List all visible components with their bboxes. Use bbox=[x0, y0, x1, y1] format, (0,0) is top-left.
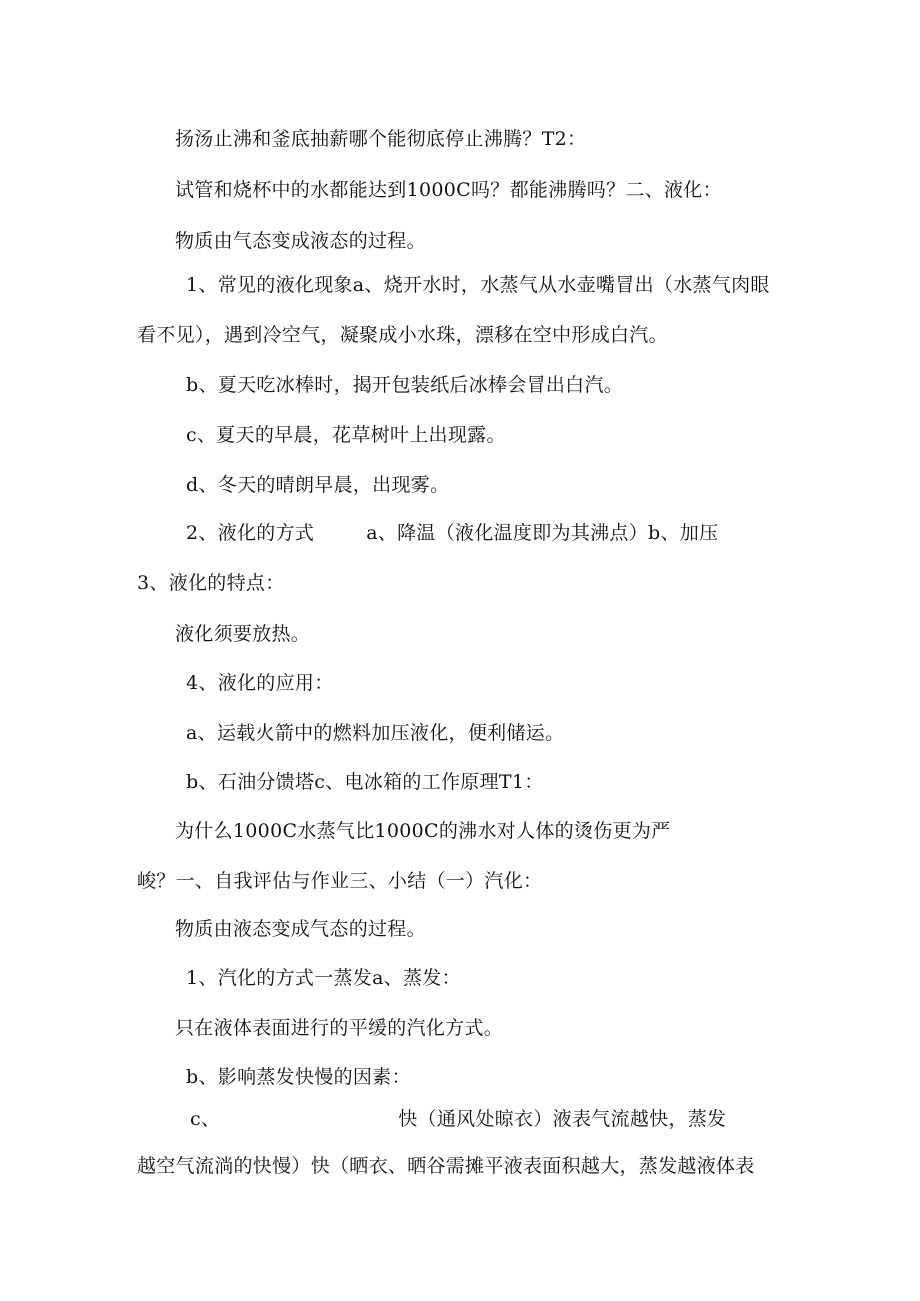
text-line-13: a、运载火箭中的燃料加压液化，便利储运。 bbox=[186, 722, 565, 744]
text-line-16: 峻？一、自我评估与作业三、小结（一）汽化： bbox=[137, 870, 543, 892]
text-line-15: 为什么1000C水蒸气比1000C的沸水对人体的烫伤更为严 bbox=[175, 820, 671, 842]
text-line-20: b、影响蒸发快慢的因素： bbox=[186, 1066, 411, 1088]
text-line-19: 只在液体表面进行的平缓的汽化方式。 bbox=[175, 1017, 504, 1039]
text-line-9-left: 2、液化的方式 bbox=[186, 522, 315, 544]
text-line-2: 试管和烧杯中的水都能达到1000C吗？都能沸腾吗？二、液化： bbox=[175, 179, 722, 201]
text-line-22: 越空气流淌的快慢）快（晒衣、晒谷需摊平液表面积越大，蒸发越液体表 bbox=[137, 1155, 755, 1177]
text-line-21-left: c、 bbox=[190, 1108, 221, 1130]
text-line-7: c、夏天的早晨，花草树叶上出现露。 bbox=[186, 424, 506, 446]
text-line-6: b、夏天吃冰棒时，揭开包装纸后冰棒会冒出白汽。 bbox=[186, 374, 624, 396]
text-line-18: 1、汽化的方式一蒸发a、蒸发： bbox=[186, 967, 461, 989]
text-line-12: 4、液化的应用： bbox=[186, 672, 334, 694]
text-line-5: 看不见），遇到冷空气，凝聚成小水珠，漂移在空中形成白汽。 bbox=[137, 324, 668, 346]
text-line-9 bbox=[186, 520, 718, 546]
text-line-11: 液化须要放热。 bbox=[175, 623, 311, 645]
text-line-21 bbox=[190, 1106, 726, 1132]
text-line-17: 物质由液态变成气态的过程。 bbox=[175, 918, 426, 940]
text-line-9-right: a、降温（液化温度即为其沸点）b、加压 bbox=[366, 522, 719, 544]
text-line-10: 3、液化的特点： bbox=[137, 572, 285, 594]
text-line-3: 物质由气态变成液态的过程。 bbox=[175, 230, 426, 252]
text-line-21-right: 快（通风处晾衣）液表气流越快，蒸发 bbox=[398, 1108, 727, 1130]
text-line-4: 1、常见的液化现象a、烧开水时，水蒸气从水壶嘴冒出（水蒸气肉眼 bbox=[186, 274, 770, 296]
text-line-1: 扬汤止沸和釜底抽薪哪个能彻底停止沸腾？T2： bbox=[175, 128, 587, 150]
text-line-8: d、冬天的晴朗早晨，出现雾。 bbox=[186, 474, 450, 496]
text-line-14: b、石油分馈塔c、电冰箱的工作原理T1： bbox=[186, 771, 544, 793]
